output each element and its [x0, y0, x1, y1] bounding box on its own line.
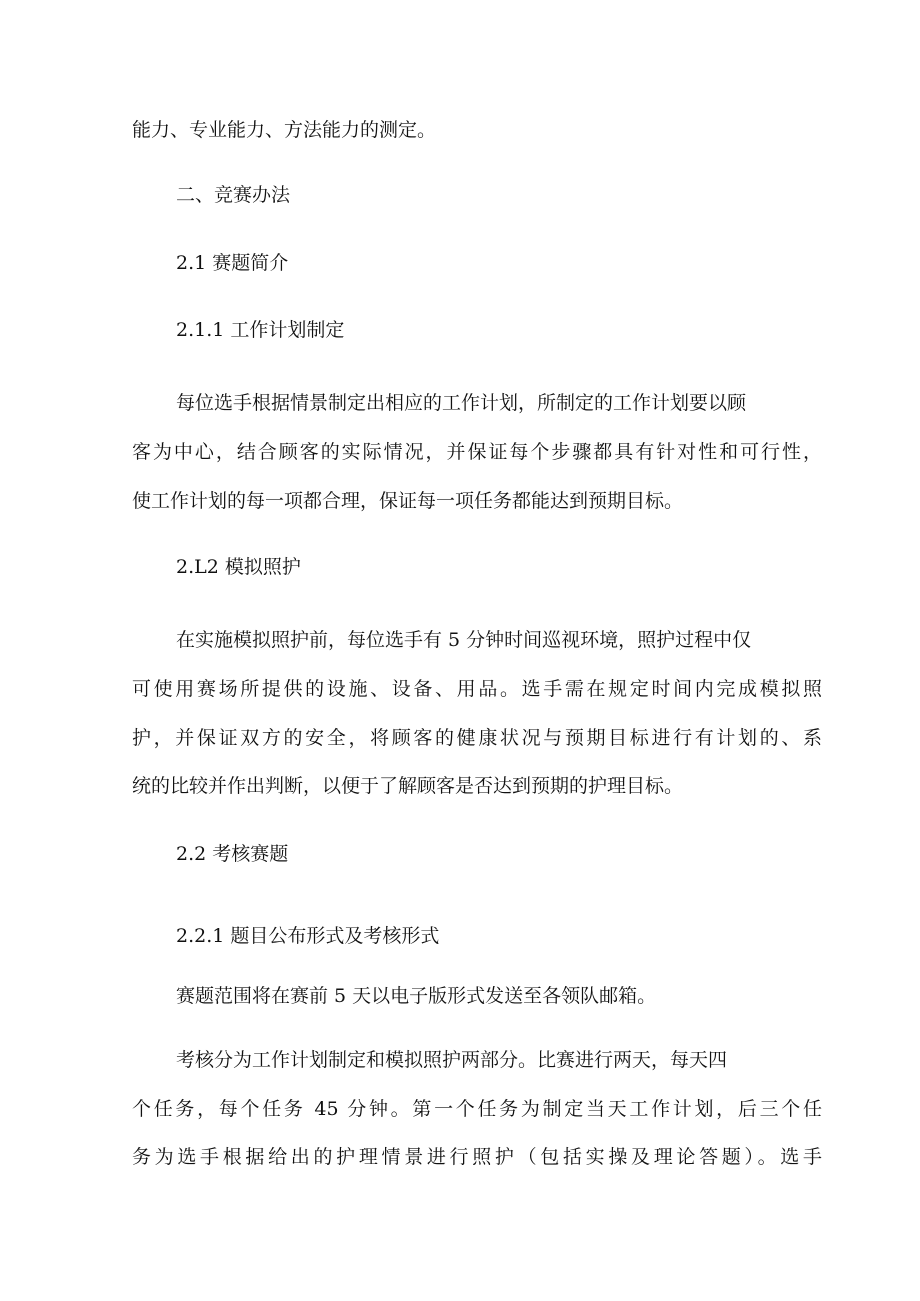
text-line: 可使用赛场所提供的设施、设备、用品。选手需在规定时间内完成模拟照: [132, 678, 822, 700]
subsection-heading: 2.L2 模拟照护: [176, 556, 301, 578]
text-line: 客为中心，结合顾客的实际情况，并保证每个步骤都具有针对性和可行性，: [132, 441, 822, 463]
text-line: 考核分为工作计划制定和模拟照护两部分。比赛进行两天，每天四: [176, 1049, 728, 1071]
subsection-heading: 2.1 赛题简介: [176, 252, 289, 274]
text-line: 在实施模拟照护前，每位选手有 5 分钟时间巡视环境，照护过程中仅: [176, 629, 752, 651]
subsection-heading: 2.2.1 题目公布形式及考核形式: [176, 925, 440, 947]
subsection-heading: 2.1.1 工作计划制定: [176, 319, 345, 341]
text-line: 能力、专业能力、方法能力的测定。: [132, 119, 437, 141]
text-line: 护，并保证双方的安全，将顾客的健康状况与预期目标进行有计划的、系: [132, 727, 822, 749]
text-line: 个任务，每个任务 45 分钟。第一个任务为制定当天工作计划，后三个任: [132, 1098, 822, 1120]
text-line: 统的比较并作出判断，以便于了解顾客是否达到预期的护理目标。: [132, 775, 684, 797]
text-line: 务为选手根据给出的护理情景进行照护（包括实操及理论答题）。选手: [132, 1146, 822, 1168]
text-line: 使工作计划的每一项都合理，保证每一项任务都能达到预期目标。: [132, 490, 684, 512]
subsection-heading: 2.2 考核赛题: [176, 843, 289, 865]
section-heading: 二、竞赛办法: [176, 184, 291, 206]
text-line: 每位选手根据情景制定出相应的工作计划，所制定的工作计划要以顾: [176, 392, 747, 414]
text-line: 赛题范围将在赛前 5 天以电子版形式发送至各领队邮箱。: [176, 985, 657, 1007]
